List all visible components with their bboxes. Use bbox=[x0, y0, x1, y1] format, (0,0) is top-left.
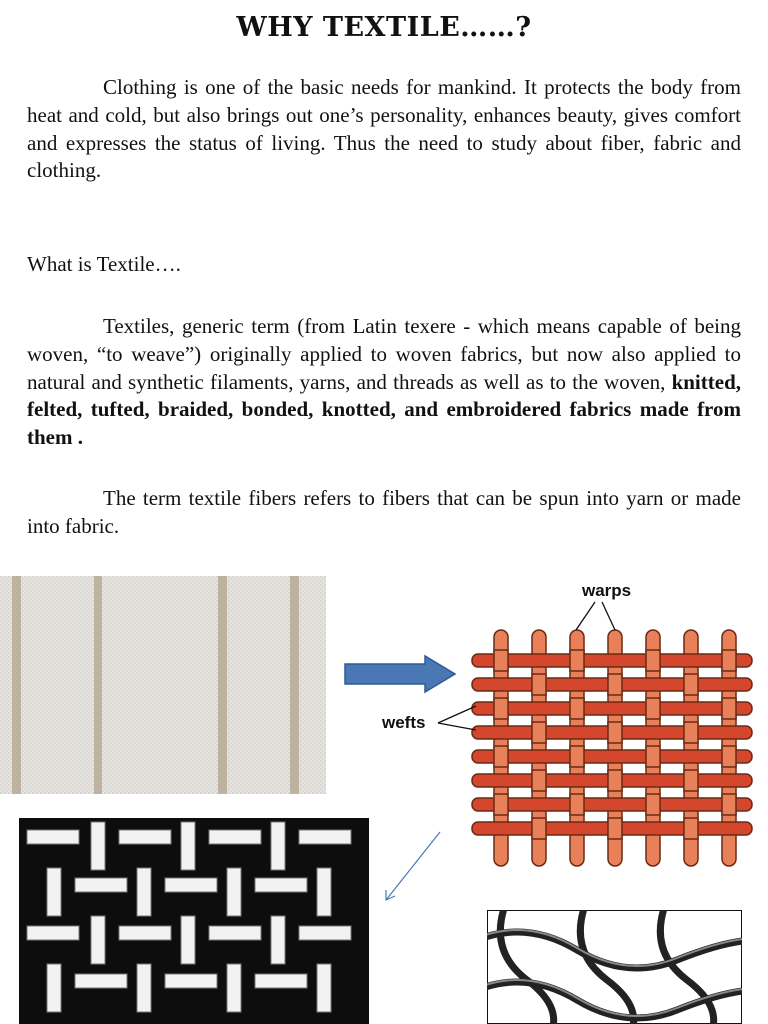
definition-paragraph bbox=[27, 313, 741, 452]
wire-mesh-closeup bbox=[487, 910, 742, 1024]
fibers-paragraph: The term textile fibers refers to fibers that can be spun into yarn or made into fabric. bbox=[27, 486, 741, 538]
plain-weave-closeup bbox=[19, 818, 369, 1024]
weave-diagram bbox=[380, 578, 768, 868]
intro-paragraph: Clothing is one of the basic needs for mankind. It protects the body from heat and cold, but also brings out one’s personality, enhances beauty, gives comfort and expresses the status of living. Thus the need to study about fiber, fabric and clothing. bbox=[27, 75, 741, 183]
pointer-arrow-icon bbox=[380, 828, 445, 906]
fabric-photo bbox=[0, 576, 326, 794]
wefts-label: wefts bbox=[382, 713, 426, 732]
definition-text: Textiles, generic term (from Latin texere - which means capable of being woven, “to weave”) originally applied to woven fabrics, but now also applied to natural and synthetic filaments, yarns, and threads as well as to the woven, bbox=[27, 314, 741, 394]
definition-bold-text: knitted, felted, tufted, braided, bonded, knotted, and embroidered fabrics made from them . bbox=[27, 369, 741, 450]
section-question: What is Textile…. bbox=[27, 252, 181, 276]
warps-label: warps bbox=[582, 581, 632, 600]
page-title: WHY TEXTILE……? bbox=[236, 12, 532, 43]
